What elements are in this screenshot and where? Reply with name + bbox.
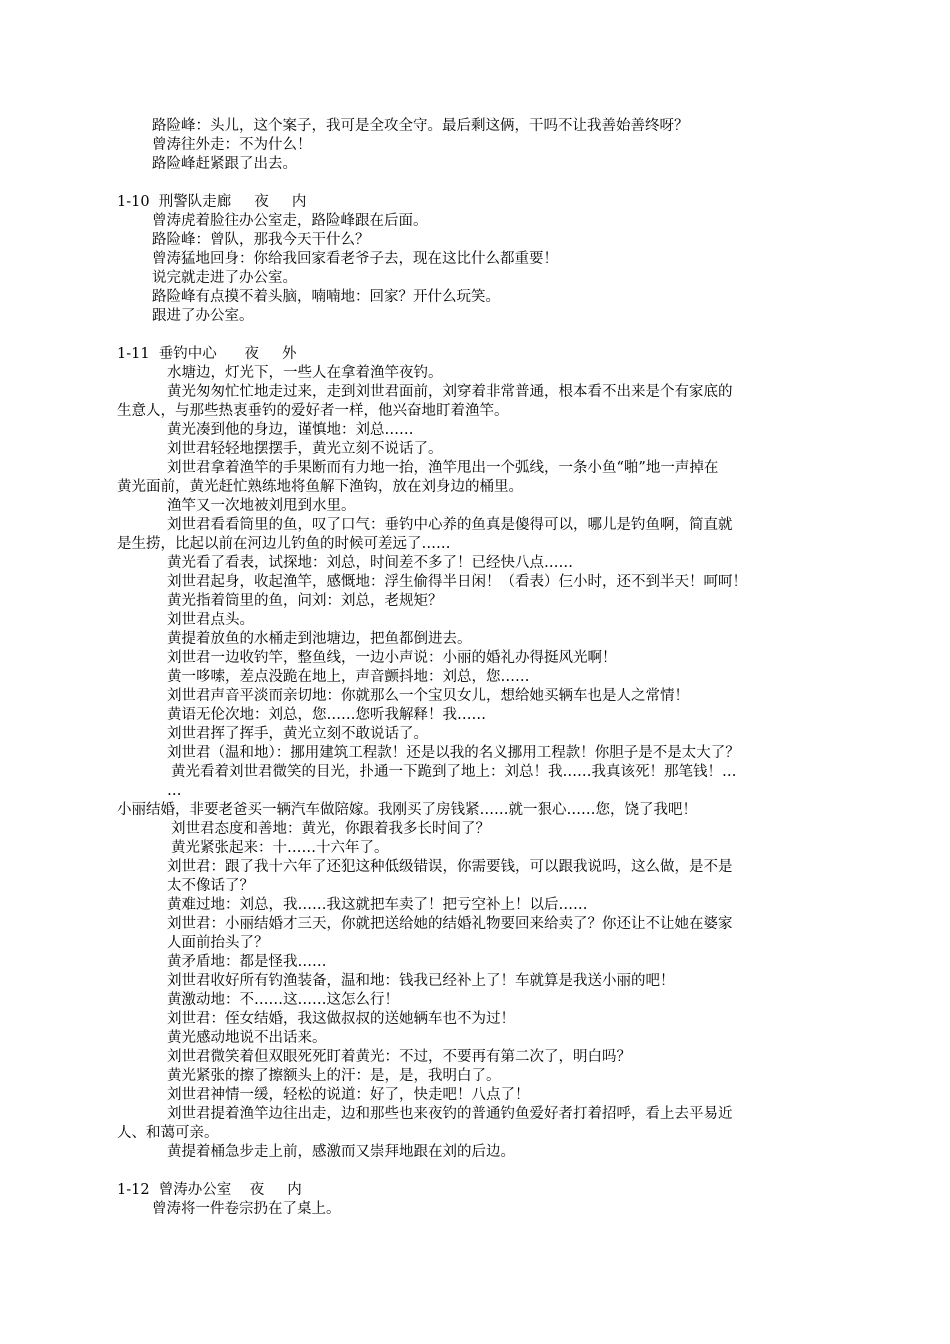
action-line: 黄光匆匆忙忙地走过来，走到刘世君面前，刘穿着非常普通，根本看不出来是个有家底的: [167, 384, 733, 400]
action-line: 曾涛虎着脸往办公室走，路险峰跟在后面。: [152, 213, 428, 229]
action-line: 刘世君挥了挥手，黄光立刻不敢说话了。: [167, 726, 428, 742]
scene-heading: 1-12 曾涛办公室 夜 内: [117, 1182, 302, 1198]
action-line: 刘世君轻轻地摆摆手，黄光立刻不说话了。: [167, 441, 443, 457]
action-line: 刘世君点头。: [167, 612, 254, 628]
dialogue-line: 刘世君（温和地）：挪用建筑工程款！还是以我的名义挪用工程款！你胆子是不是太大了？: [167, 745, 740, 761]
dialogue-line: 刘世君：跟了我十六年了还犯这种低级错误，你需要钱，可以跟我说吗，这么做，是不是: [167, 859, 733, 875]
dialogue-line: 黄矛盾地：都是怪我……: [167, 954, 327, 970]
dialogue-line: 黄光凑到他的身边，谨慎地：刘总……: [167, 422, 414, 438]
action-line: 路险峰赶紧跟了出去。: [152, 156, 297, 172]
action-line: 黄提着桶急步走上前，感激而又崇拜地跟在刘的后边。: [167, 1144, 515, 1160]
dialogue-line: 黄光看着刘世君微笑的目光，扑通一下跪到了地上：刘总！我……我真该死！那笔钱！…: [171, 764, 737, 780]
action-line: 黄光面前，黄光赶忙熟练地将鱼解下渔钩，放在刘身边的桶里。: [117, 479, 523, 495]
dialogue-line: 曾涛往外走：不为什么！: [152, 137, 312, 153]
dialogue-line: 刘世君看看筒里的鱼，叹了口气：垂钓中心养的鱼真是傻得可以，哪儿是钓鱼啊，简直就: [167, 517, 733, 533]
dialogue-line: 刘世君：小丽结婚才三天，你就把送给她的结婚礼物要回来给卖了？你还让不让她在婆家: [167, 916, 733, 932]
dialogue-line: 刘世君态度和善地：黄光，你跟着我多长时间了？: [171, 821, 490, 837]
dialogue-line: 太不像话了？: [167, 878, 254, 894]
dialogue-line: 黄一哆嗦，差点没跪在地上，声音颤抖地：刘总，您……: [167, 669, 530, 685]
dialogue-line: 是生捞，比起以前在河边儿钓鱼的时候可差远了……: [117, 536, 451, 552]
dialogue-line: 黄激动地：不……这……这怎么行！: [167, 992, 399, 1008]
scene-heading: 1-11 垂钓中心 夜 外: [117, 346, 297, 362]
action-line: 说完就走进了办公室。: [152, 270, 297, 286]
dialogue-line: 曾涛猛地回身：你给我回家看老爷子去，现在这比什么都重要！: [152, 251, 558, 267]
dialogue-line: 路险峰：头儿，这个案子，我可是全攻全守。最后剩这俩，干吗不让我善始善终呀？: [152, 118, 689, 134]
dialogue-line: 路险峰有点摸不着头脑，喃喃地：回家？开什么玩笑。: [152, 289, 500, 305]
action-line: 生意人，与那些热衷垂钓的爱好者一样，他兴奋地盯着渔竿。: [117, 403, 509, 419]
action-line: 刘世君提着渔竿边往出走，边和那些也来夜钓的普通钓鱼爱好者打着招呼，看上去平易近: [167, 1106, 733, 1122]
dialogue-line: 黄光紧张的擦了擦额头上的汗：是，是，我明白了。: [167, 1068, 501, 1084]
dialogue-line: 黄语无伦次地：刘总，您……您听我解释！我……: [167, 707, 486, 723]
action-line: 黄光感动地说不出话来。: [167, 1030, 327, 1046]
dialogue-line: 小丽结婚，非要老爸买一辆汽车做陪嫁。我刚买了房钱紧……就一狠心……您，饶了我吧！: [117, 802, 697, 818]
dialogue-line: 刘世君神情一缓，轻松的说道：好了，快走吧！八点了！: [167, 1087, 530, 1103]
action-line: 跟进了办公室。: [152, 308, 254, 324]
dialogue-line: 刘世君微笑着但双眼死死盯着黄光：不过，不要再有第二次了，明白吗？: [167, 1049, 631, 1065]
action-line: 渔竿又一次地被刘甩到水里。: [167, 498, 356, 514]
dialogue-line: 黄光紧张起来：十……十六年了。: [171, 840, 389, 856]
dialogue-line: …: [167, 783, 182, 799]
dialogue-line: 刘世君一边收钓竿，整鱼线，一边小声说：小丽的婚礼办得挺风光啊！: [167, 650, 617, 666]
action-line: 曾涛将一件卷宗扔在了桌上。: [152, 1201, 341, 1217]
dialogue-line: 黄光看了看表，试探地：刘总，时间差不多了！已经快八点……: [167, 555, 573, 571]
dialogue-line: 刘世君起身，收起渔竿，感慨地：浮生偷得半日闲！（看表）仨小时，还不到半天！呵呵！: [167, 574, 747, 590]
action-line: 人、和蔼可亲。: [117, 1125, 219, 1141]
dialogue-line: 刘世君声音平淡而亲切地：你就那么一个宝贝女儿，想给她买辆车也是人之常情！: [167, 688, 689, 704]
dialogue-line: 黄光指着筒里的鱼，问刘：刘总，老规矩？: [167, 593, 443, 609]
dialogue-line: 刘世君：侄女结婚，我这做叔叔的送她辆车也不为过！: [167, 1011, 515, 1027]
scene-heading: 1-10 刑警队走廊 夜 内: [117, 194, 307, 210]
dialogue-line: 路险峰：曾队，那我今天干什么？: [152, 232, 370, 248]
action-line: 刘世君拿着渔竿的手果断而有力地一抬，渔竿甩出一个弧线，一条小鱼“啪”地一声掉在: [167, 460, 719, 476]
dialogue-line: 人面前抬头了？: [167, 935, 269, 951]
action-line: 水塘边，灯光下，一些人在拿着渔竿夜钓。: [167, 365, 443, 381]
dialogue-line: 黄难过地：刘总，我……我这就把车卖了！把亏空补上！以后……: [167, 897, 588, 913]
action-line: 黄提着放鱼的水桶走到池塘边，把鱼都倒进去。: [167, 631, 472, 647]
dialogue-line: 刘世君收好所有钓渔装备，温和地：钱我已经补上了！车就算是我送小丽的吧！: [167, 973, 675, 989]
